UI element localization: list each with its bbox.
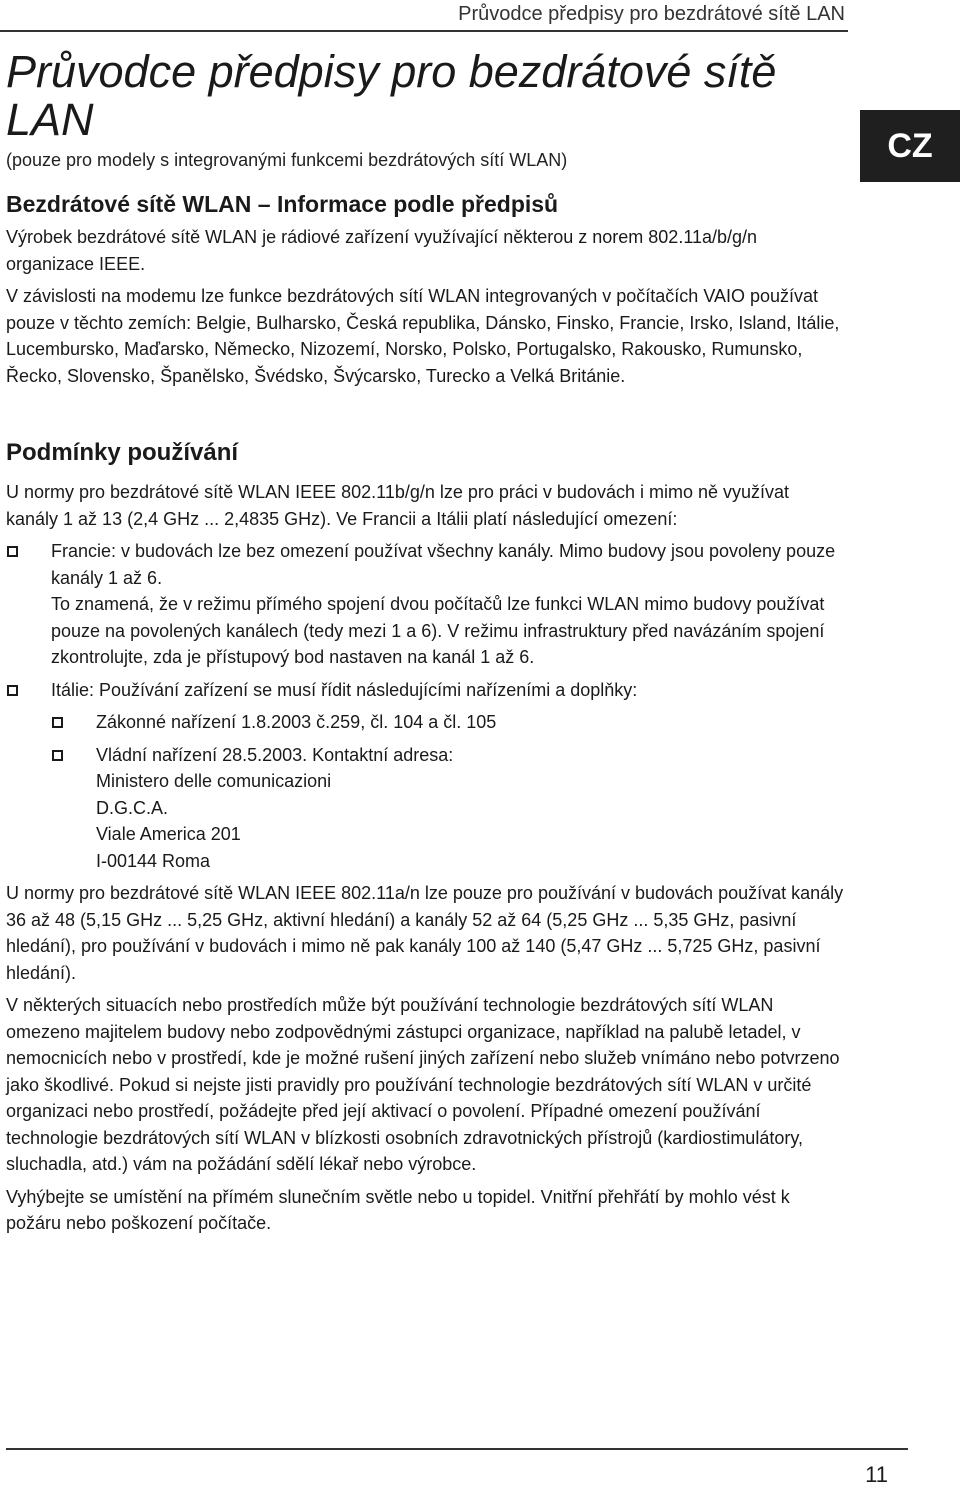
running-header: Průvodce předpisy pro bezdrátové sítě LAN (458, 3, 845, 25)
address-line: Vládní nařízení 28.5.2003. Kontaktní adresa: (96, 744, 454, 765)
list-item-decree (51, 709, 846, 736)
paragraph-restrictions: V některých situacích nebo prostředích může být používání technologie bezdrátových sítí WLAN omezeno majitelem budovy nebo zodpovědnými zástupci organizace, například na palubě letadel, v nemocnicích nebo v prostředí, kde je možné rušení jiných zařízení nebo služeb vnímáno nebo potvrzeno jako škodlivé. Pokud si nejste jisti pravidly pro používání technologie bezdrátových sítí WLAN v určité organizaci nebo prostředí, požádejte před její aktivací o povolení. Případné omezení používání technologie bezdrátových sítí WLAN v blízkosti osobních zdravotnických přístrojů (kardiostimulátory, sluchadla, atd.) vám na požádání sdělí lékař nebo výrobce. (6, 995, 840, 1174)
page-number: 11 (865, 1462, 888, 1487)
france-text-1: Francie: v budovách lze bez omezení používat všechny kanály. Mimo budovy jsou povoleny pouze kanály 1 až 6. (51, 541, 836, 588)
decree-text: Zákonné nařízení 1.8.2003 č.259, čl. 104 a čl. 105 (96, 712, 497, 732)
paragraph-intro: U normy pro bezdrátové sítě WLAN IEEE 802.11b/g/n lze pro práci v budovách i mimo ně využívat kanály 1 až 13 (2,4 GHz ... 2,4835 GHz). Ve Francii a Itálii platí následující omezení: (6, 482, 790, 529)
checkbox-bullet-icon (52, 717, 63, 728)
list-item-france (6, 538, 846, 671)
header-rule (0, 30, 848, 32)
section-heading-conditions: Podmínky používání (6, 439, 239, 466)
france-text-2: To znamená, že v režimu přímého spojení dvou počítačů lze funkci WLAN mimo budovy používat pouze na povolených kanálech (tedy mezi 1 a 6). V režimu infrastruktury před navázáním spojení zkontrolujte, zda je přístupový bod nastaven na kanál 1 až 6. (51, 594, 825, 667)
checkbox-bullet-icon (7, 546, 18, 557)
restrictions-list (6, 538, 846, 874)
paragraph-product: Výrobek bezdrátové sítě WLAN je rádiové zařízení využívající některou z norem 802.11a/b/g/n organizace IEEE. (6, 227, 758, 274)
checkbox-bullet-icon (7, 685, 18, 696)
paragraph-80211a: U normy pro bezdrátové sítě WLAN IEEE 802.11a/n lze pouze pro používání v budovách používat kanály 36 až 48 (5,15 GHz ... 5,25 GHz, aktivní hledání) a kanály 52 až 64 (5,25 GHz ... 5,35 GHz, pasivní hledání), pro používání v budovách i mimo ně pak kanály 100 až 140 (5,47 GHz ... 5,725 GHz, pasivní hledání). (6, 883, 844, 983)
address-line: Viale America 201 (96, 824, 241, 844)
italy-sublist (51, 709, 846, 874)
page-title: Průvodce předpisy pro bezdrátové sítě LAN (6, 46, 777, 145)
contact-address (96, 742, 846, 875)
language-tab: CZ (860, 110, 960, 182)
paragraph-heat-warning: Vyhýbejte se umístění na přímém slunečním světle nebo u topidel. Vnitřní přehřátí by mohlo vést k požáru nebo poškození počítače. (6, 1186, 790, 1233)
paragraph-countries: V závislosti na modemu lze funkce bezdrátových sítí WLAN integrovaných v počítačích VAIO používat pouze v těchto zemích: Belgie, Bulharsko, Česká republika, Dánsko, Finsko, Francie, Irsko, Island, Itálie, Lucembursko, Maďarsko, Německo, Nizozemí, Norsko, Polsko, Portugalsko, Rakousko, Rumunsko, Řecko, Slovensko, Španělsko, Švédsko, Švýcarsko, Turecko a Velká Británie. (6, 286, 840, 386)
checkbox-bullet-icon (52, 750, 63, 761)
address-line: Ministero delle comunicazioni (96, 771, 332, 791)
footer-rule (6, 1448, 908, 1450)
list-item-government-decree (51, 742, 846, 875)
list-item-italy (6, 677, 846, 875)
main-content (6, 48, 846, 1243)
section-heading-regulatory: Bezdrátové sítě WLAN – Informace podle předpisů (6, 191, 559, 217)
address-line: D.G.C.A. (96, 797, 169, 818)
italy-text: Itálie: Používání zařízení se musí řídit následujícími nařízeními a doplňky: (51, 679, 638, 700)
address-line: I-00144 Roma (96, 850, 211, 871)
page-subtitle: (pouze pro modely s integrovanými funkcemi bezdrátových sítí WLAN) (6, 150, 568, 170)
